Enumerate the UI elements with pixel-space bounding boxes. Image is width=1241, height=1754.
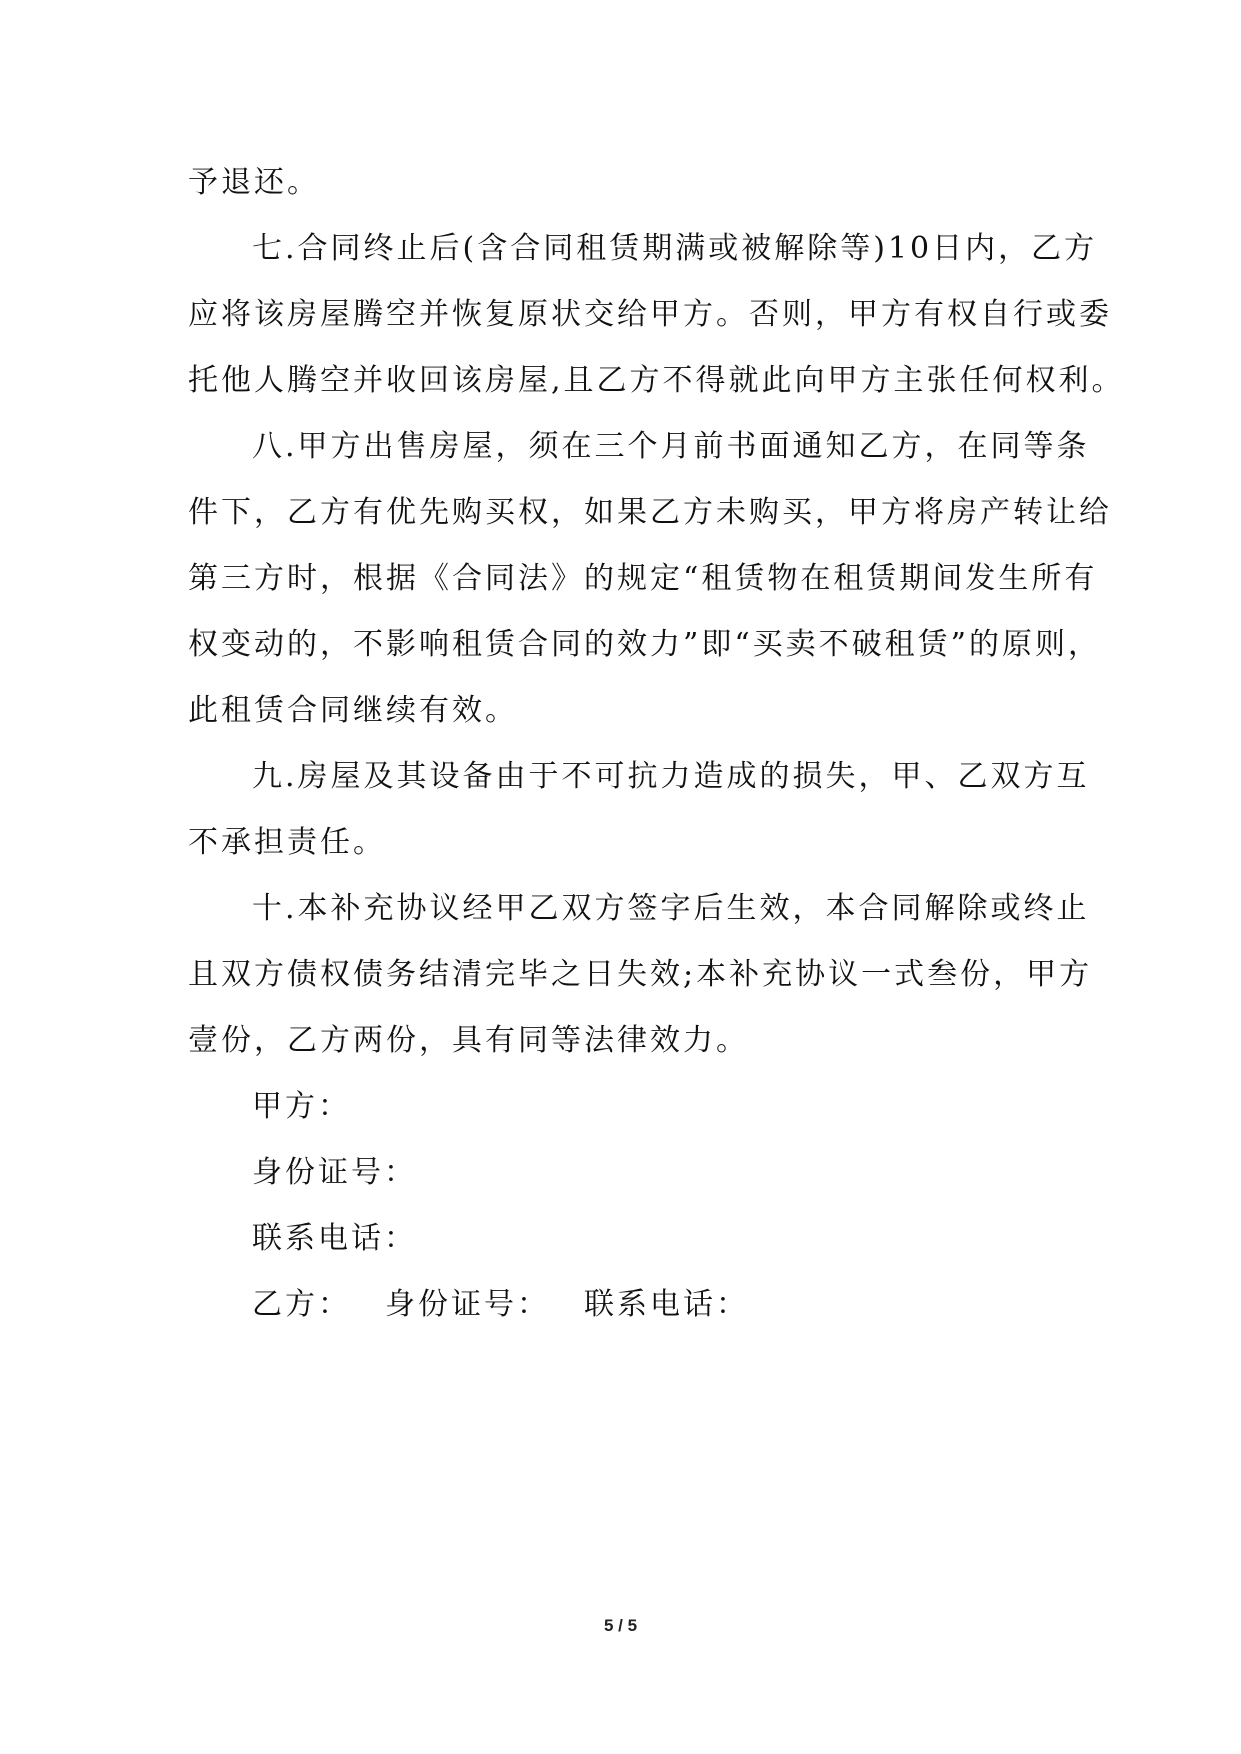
- party-b-id-label: 身份证号：: [385, 1287, 550, 1322]
- clause-seven-line-1: 七.合同终止后(含合同租赁期满或被解除等)10日内，乙方: [252, 231, 1098, 266]
- text-line: 权变动的，不影响租赁合同的效力”即“买卖不破租赁”的原则，: [188, 627, 1102, 662]
- text-line: 件下，乙方有优先购买权，如果乙方未购买，甲方将房产转让给: [188, 495, 1112, 530]
- text-line: 且双方债权债务结清完毕之日失效;本补充协议一式叁份，甲方: [188, 957, 1093, 992]
- clause-ten-line-1: 十.本补充协议经甲乙双方签字后生效，本合同解除或终止: [252, 891, 1090, 926]
- clause-nine-line-1: 九.房屋及其设备由于不可抗力造成的损失，甲、乙双方互: [252, 759, 1090, 794]
- text-line: 予退还。: [188, 165, 320, 200]
- page-number: 5 / 5: [603, 1616, 638, 1635]
- party-a-phone-label: 联系电话：: [252, 1221, 417, 1256]
- text-line: 第三方时，根据《合同法》的规定“租赁物在租赁期间发生所有: [188, 561, 1098, 596]
- party-a-id-label: 身份证号：: [252, 1155, 417, 1190]
- text-line: 此租赁合同继续有效。: [188, 693, 518, 728]
- party-a-label: 甲方：: [252, 1089, 351, 1124]
- party-b-signature-line: [188, 1272, 1068, 1338]
- clause-eight-line-1: 八.甲方出售房屋，须在三个月前书面通知乙方，在同等条: [252, 429, 1090, 464]
- party-b-label: 乙方：: [252, 1287, 351, 1322]
- document-body: [188, 150, 1125, 1338]
- text-line: 托他人腾空并收回该房屋,且乙方不得就此向甲方主张任何权利。: [188, 363, 1125, 398]
- text-line: 应将该房屋腾空并恢复原状交给甲方。否则，甲方有权自行或委: [188, 297, 1112, 332]
- text-line: 壹份，乙方两份，具有同等法律效力。: [188, 1023, 749, 1058]
- party-b-phone-label: 联系电话：: [584, 1287, 749, 1322]
- text-line: 不承担责任。: [188, 825, 386, 860]
